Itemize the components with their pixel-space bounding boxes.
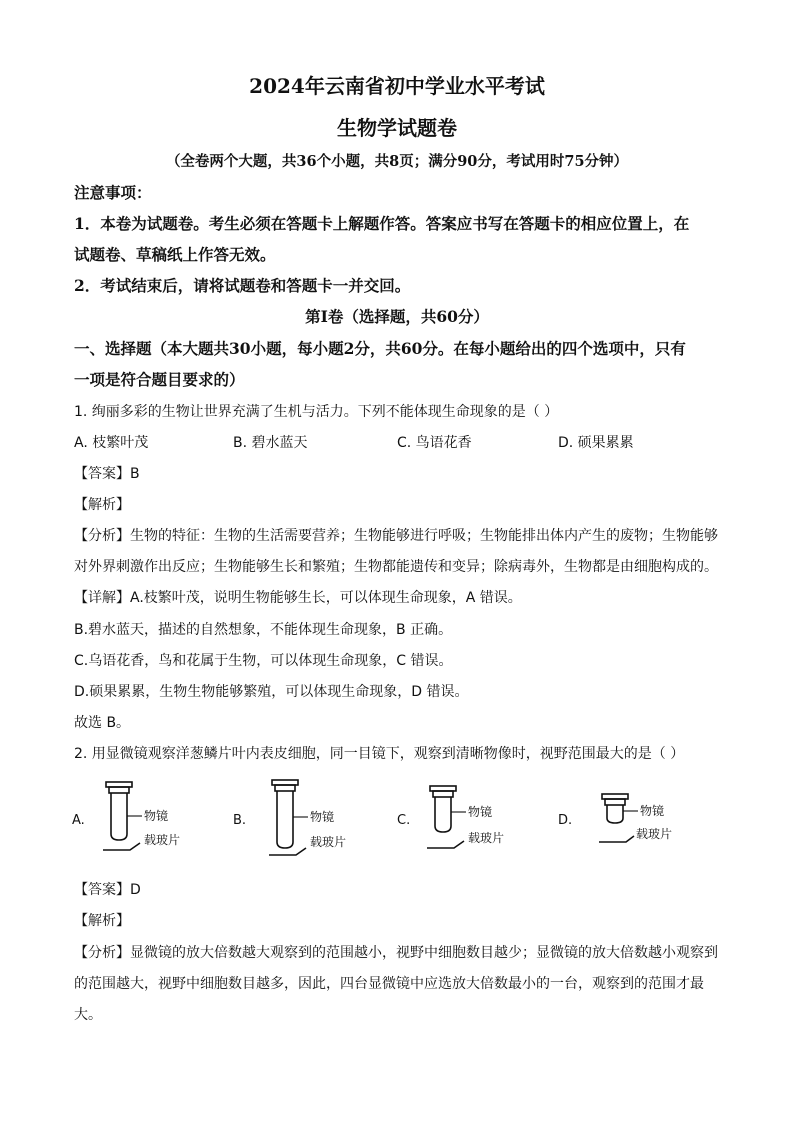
q2-analysis-tag: 【解析】 bbox=[74, 913, 130, 929]
q2-fenxi-tag: 【分析】 bbox=[74, 945, 130, 961]
q1-detail-d: D.硕果累累，生物生物能够繁殖，可以体现生命现象，D 错误。 bbox=[74, 684, 469, 700]
q2-option-c-diagram bbox=[424, 784, 524, 854]
q2-option-d-diagram bbox=[596, 792, 696, 848]
q1-detail-a bbox=[74, 587, 522, 607]
q1-conclusion: 故选 B。 bbox=[74, 715, 131, 731]
q2-answer-tag: 【答案】 bbox=[74, 882, 130, 898]
objective-label: 物镜 bbox=[468, 805, 493, 819]
exam-subtitle: 生物学试题卷 bbox=[337, 116, 457, 140]
objective-collar bbox=[109, 787, 129, 793]
q1-fenxi-tag: 【分析】 bbox=[74, 528, 130, 544]
q1-option-b: B. 碧水蓝天 bbox=[233, 435, 308, 451]
exam-info: （全卷两个大题，共36个小题，共8页；满分90分，考试用时75分钟） bbox=[165, 153, 629, 170]
slide-label: 载玻片 bbox=[310, 835, 347, 849]
volume-heading: 第Ⅰ卷（选择题，共60分） bbox=[305, 307, 489, 326]
objective-collar bbox=[275, 785, 295, 791]
slide-label: 载玻片 bbox=[468, 831, 505, 845]
exam-title: 2024年云南省初中学业水平考试 bbox=[249, 74, 545, 98]
q1-stem: 1. 绚丽多彩的生物让世界充满了生机与活力。下列不能体现生命现象的是（ ） bbox=[74, 404, 559, 420]
part-heading-line-1: 一、选择题（本大题共30小题，每小题2分，共60分。在每小题给出的四个选项中，只有 bbox=[74, 339, 686, 358]
q1-fenxi-line-2: 对外界刺激作出反应；生物能够生长和繁殖；生物都能遗传和变异；除病毒外，生物都是由细胞构成的。 bbox=[74, 559, 718, 575]
q1-option-d: D. 硕果累累 bbox=[558, 435, 634, 451]
objective-label: 物镜 bbox=[310, 810, 335, 824]
q2-option-b-diagram bbox=[266, 778, 366, 860]
q1-fenxi-line-1 bbox=[74, 525, 718, 545]
q2-option-a-letter: A. bbox=[72, 813, 85, 828]
objective-collar bbox=[433, 791, 453, 797]
q1-detail-c: C.乌语花香，鸟和花属于生物，可以体现生命现象，C 错误。 bbox=[74, 653, 453, 669]
q2-option-d-letter: D. bbox=[558, 813, 573, 828]
objective-lens-body bbox=[435, 797, 451, 832]
objective-collar bbox=[605, 799, 625, 805]
q1-analysis-tag: 【解析】 bbox=[74, 497, 130, 513]
slide-label: 载玻片 bbox=[144, 833, 181, 847]
q1-option-a: A. 枝繁叶茂 bbox=[74, 435, 149, 451]
objective-lens-body bbox=[607, 805, 623, 823]
q1-detail-tag: 【详解】 bbox=[74, 590, 130, 606]
q2-option-c-letter: C. bbox=[397, 813, 411, 828]
objective-label: 物镜 bbox=[144, 809, 169, 823]
q1-answer bbox=[74, 463, 140, 483]
q2-stem: 2. 用显微镜观察洋葱鳞片叶内表皮细胞，同一目镜下，观察到清晰物像时，视野范围最大的是（ ） bbox=[74, 746, 685, 762]
q2-option-b-letter: B. bbox=[233, 813, 247, 828]
notice-item-1-line-1: 1．本卷为试题卷。考生必须在答题卡上解题作答。答案应书写在答题卡的相应位置上，在 bbox=[74, 214, 690, 233]
q1-fenxi-text-1: 生物的特征：生物的生活需要营养；生物能够进行呼吸；生物能排出体内产生的废物；生物能够 bbox=[130, 528, 718, 544]
q2-option-a-diagram bbox=[100, 780, 200, 855]
objective-lens-body bbox=[277, 791, 293, 848]
q2-fenxi-line-1 bbox=[74, 942, 718, 962]
q2-fenxi-line-3: 大。 bbox=[74, 1007, 102, 1023]
q1-detail-a-text: A.枝繁叶茂，说明生物能够生长，可以体现生命现象，A 错误。 bbox=[130, 590, 522, 606]
slide bbox=[427, 841, 464, 848]
q2-answer bbox=[74, 879, 141, 899]
slide bbox=[269, 848, 306, 855]
part-heading-line-2: 一项是符合题目要求的） bbox=[74, 370, 245, 389]
notice-heading: 注意事项： bbox=[74, 183, 152, 202]
q2-fenxi-text-1: 显微镜的放大倍数越大观察到的范围越小，视野中细胞数目越少；显微镜的放大倍数越小观察到 bbox=[130, 945, 718, 961]
objective-label: 物镜 bbox=[640, 804, 665, 818]
objective-lens-body bbox=[111, 793, 127, 840]
notice-item-1-line-2: 试题卷、草稿纸上作答无效。 bbox=[74, 245, 276, 264]
slide bbox=[599, 836, 634, 842]
q1-detail-b: B.碧水蓝天，描述的自然想象，不能体现生命现象，B 正确。 bbox=[74, 622, 453, 638]
notice-item-2: 2．考试结束后，请将试题卷和答题卡一并交回。 bbox=[74, 276, 411, 295]
q2-fenxi-line-2: 的范围越大，视野中细胞数目越多，因此，四台显微镜中应选放大倍数最小的一台，观察到的范围才最 bbox=[74, 976, 704, 992]
slide bbox=[103, 843, 140, 850]
q1-option-c: C. 鸟语花香 bbox=[397, 435, 472, 451]
q1-answer-tag: 【答案】 bbox=[74, 466, 130, 482]
slide-label: 载玻片 bbox=[636, 827, 673, 841]
q2-answer-value: D bbox=[130, 882, 141, 898]
q1-answer-value: B bbox=[130, 466, 140, 482]
